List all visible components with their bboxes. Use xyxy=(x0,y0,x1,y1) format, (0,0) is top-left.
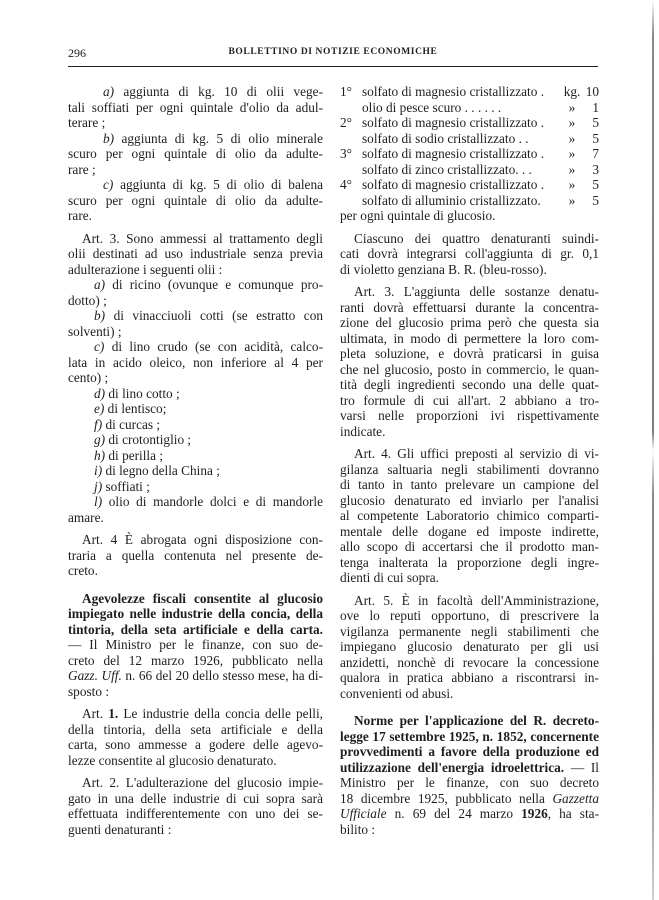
paragraph xyxy=(68,494,323,525)
text-line: di violetto genziana B. R. (bleu-rosso). xyxy=(340,261,547,277)
text-line: effettuata indifferentemente con uno dei se- xyxy=(68,806,323,821)
text-span: j) xyxy=(94,478,103,494)
text-line: di tanto in tanto prelevare un campione del xyxy=(340,477,599,492)
text-line: Art. 3. Sono ammessi al trattamento degli xyxy=(82,230,323,246)
text-line: convenienti od abusi. xyxy=(340,685,454,701)
formula-number: 3° xyxy=(340,146,352,161)
paragraph xyxy=(340,208,599,224)
text-line xyxy=(68,84,323,100)
text-line: lata in acido oleico, non inferiore al 4 per xyxy=(68,354,323,370)
table-row xyxy=(340,193,599,209)
quantity: 5 xyxy=(592,115,599,130)
scan-edge xyxy=(652,0,654,900)
paragraph xyxy=(340,713,599,837)
text-span: soffiati ; xyxy=(102,478,150,494)
text-line: varsi nelle proporzioni ivi rispettivamente xyxy=(340,408,599,423)
text-line: gilanza saltuaria negli stabilimenti dovranno xyxy=(340,461,599,477)
formula-number xyxy=(340,131,362,147)
text-line: scuro per ogni quintale di olio da adulte- xyxy=(68,146,323,161)
text-span: g) xyxy=(94,432,106,447)
text-line xyxy=(68,131,323,147)
paragraph xyxy=(68,591,323,700)
text-line: adulterazione i seguenti olii : xyxy=(68,261,223,277)
text-span: n. 66 del 20 dello stesso mese, ha di- xyxy=(121,668,323,683)
text-line: carta, sono ammesse a godere delle agevo- xyxy=(68,737,323,752)
text-span: di lino cotto ; xyxy=(105,385,180,401)
text-span: di vinacciuoli cotti (se estratto con xyxy=(105,308,323,323)
text-line xyxy=(68,494,323,510)
formula-number: 4° xyxy=(340,177,352,192)
text-span: di perilla ; xyxy=(105,447,164,463)
table-row xyxy=(340,100,599,116)
running-title: BOLLETTINO DI NOTIZIE ECONOMICHE xyxy=(228,47,438,57)
text-line xyxy=(340,806,599,822)
text-line: della tintoria, della seta artificiale e della xyxy=(68,721,323,737)
text-line: ove lo reputi opportuno, di prescrivere la xyxy=(340,608,599,623)
text-line xyxy=(68,386,323,402)
text-span: a) xyxy=(94,277,106,292)
text-span: di lentisco; xyxy=(104,401,167,416)
paragraph xyxy=(68,339,323,386)
text-line xyxy=(68,417,323,433)
quantity: 10 xyxy=(585,84,599,99)
text-span: b) xyxy=(94,308,106,323)
paragraph xyxy=(68,432,323,448)
unit: » xyxy=(568,115,576,130)
quantity: 3 xyxy=(592,161,599,177)
text-span: i) xyxy=(94,463,103,478)
text-span: provvedimenti a favore della produzione ed xyxy=(340,744,599,759)
text-line: tità degli ingredienti secondo una delle quat- xyxy=(340,377,599,392)
quantity: 7 xyxy=(592,146,599,161)
table-row xyxy=(340,115,599,131)
paragraph xyxy=(68,448,323,464)
text-line: terare ; xyxy=(68,115,106,130)
text-line xyxy=(68,706,323,722)
text-line: ultimata, in modo di permettere la loro com- xyxy=(340,330,599,346)
text-span: h) xyxy=(94,447,106,463)
quantity: 5 xyxy=(592,192,599,208)
text-line: indicate. xyxy=(340,423,386,439)
paragraph xyxy=(68,775,323,837)
ingredient-name: solfato di magnesio cristallizzato . xyxy=(362,146,545,161)
text-line xyxy=(340,791,599,807)
text-line: olii destinati ad uso industriale senza previa xyxy=(68,246,323,261)
text-line: sposto : xyxy=(68,683,110,699)
text-span: olio di mandorle dolci e di mandorle xyxy=(102,494,323,509)
text-line: solventi) ; xyxy=(68,323,122,339)
text-line: gato in una delle industrie di cui sopra sarà xyxy=(68,790,323,806)
text-span: di legno della China ; xyxy=(102,463,220,478)
text-line xyxy=(68,401,323,417)
header-rule xyxy=(68,66,598,67)
text-line: scuro per ogni quintale di olio da adulte- xyxy=(68,192,323,208)
text-span: di curcas ; xyxy=(102,416,161,432)
quantity: 1 xyxy=(592,99,599,115)
quantity: 5 xyxy=(592,130,599,146)
formula-number xyxy=(340,162,362,178)
text-line xyxy=(68,308,323,324)
text-span: c) xyxy=(103,177,114,192)
ingredient-name: solfato di magnesio cristallizzato . xyxy=(362,84,545,99)
text-span: aggiunta di kg. 5 di olio di balena xyxy=(113,177,323,192)
text-line: tali soffiati per ogni quintale d'olio da adul- xyxy=(68,99,323,115)
text-line: pleta soluzione, e dovrà praticarsi in guisa xyxy=(340,346,599,361)
paragraph xyxy=(68,417,323,433)
text-span: Ufficiale xyxy=(340,806,387,821)
unit: » xyxy=(568,146,576,161)
text-line: Ministro per le finanze, con suo decreto xyxy=(340,775,599,790)
text-span: Agevolezze fiscali consentite al glucosio xyxy=(82,590,323,606)
text-line: cati dovrà integrarsi coll'aggiunta di gr. 0,1 xyxy=(340,246,599,261)
paragraph xyxy=(68,84,323,131)
paragraph xyxy=(68,131,323,178)
left-column xyxy=(68,84,323,837)
paragraph xyxy=(68,479,323,495)
text-line: impiegano glucosio denaturato per gli usi xyxy=(340,639,599,654)
text-span: , ha sta- xyxy=(547,806,599,821)
text-line xyxy=(68,448,323,464)
text-span: utilizzazione dell'energia idroelettrica. xyxy=(340,759,565,775)
text-line: tenga inalterata la proporzione degli ingre- xyxy=(340,554,599,570)
table-row xyxy=(340,177,599,193)
paragraph xyxy=(68,532,323,579)
text-span: l) xyxy=(94,494,103,509)
text-line: al competente Laboratorio chimico comparti- xyxy=(340,508,599,523)
text-line: creto del 12 marzo 1926, pubblicato nella xyxy=(68,652,323,668)
text-line xyxy=(68,606,323,622)
text-line xyxy=(68,177,323,193)
paragraph xyxy=(340,231,599,278)
table-row xyxy=(340,84,599,100)
text-line xyxy=(68,463,323,479)
ingredient-name: solfato di zinco cristallizzato. . . xyxy=(362,161,532,177)
unit: » xyxy=(568,130,576,146)
text-span: Le industrie della concia delle pelli, xyxy=(118,706,323,721)
text-span: Norme per l'applicazione del R. decreto- xyxy=(354,713,599,728)
formula-number xyxy=(340,193,362,209)
text-line: Art. 5. È in facoltà dell'Amministrazione, xyxy=(354,592,599,608)
page-number: 296 xyxy=(68,46,86,60)
formula-number: 1° xyxy=(340,84,352,99)
text-line: anzidetti, nonchè di revocare la concessione xyxy=(340,654,599,670)
paragraph xyxy=(68,231,323,278)
formula-number: 2° xyxy=(340,115,352,130)
text-span: di crotontiglio ; xyxy=(105,432,192,447)
table-row xyxy=(340,146,599,162)
text-line xyxy=(68,622,323,638)
text-span: d) xyxy=(94,385,106,401)
paragraph xyxy=(68,386,323,402)
table-row xyxy=(340,131,599,147)
text-span: impiegato nelle industrie della concia, della xyxy=(68,606,323,621)
text-span: aggiunta di kg. 5 di olio minerale xyxy=(114,130,323,146)
table-row xyxy=(340,162,599,178)
unit: » xyxy=(568,161,576,177)
text-line: Ciascuno dei quattro denaturanti suindi- xyxy=(354,230,599,246)
text-line xyxy=(68,479,323,495)
text-span: e) xyxy=(94,401,105,416)
text-line: — Il Ministro per le finanze, con suo de- xyxy=(68,637,323,652)
text-line: dienti di cui sopra. xyxy=(340,570,439,585)
text-span: n. 69 del 24 marzo xyxy=(386,806,522,821)
ingredient-name: solfato di sodio cristallizzato . . xyxy=(362,130,529,146)
paragraph xyxy=(68,277,323,308)
unit: » xyxy=(568,177,576,192)
unit: » xyxy=(568,99,576,115)
formula-number xyxy=(340,100,362,116)
text-span: di ricino (ovunque e comunque pro- xyxy=(105,277,323,292)
text-line: guenti denaturanti : xyxy=(68,821,172,837)
text-line: Art. 4 È abrogata ogni disposizione con- xyxy=(82,532,323,547)
paragraph xyxy=(340,284,599,439)
unit: » xyxy=(568,192,576,208)
text-line xyxy=(340,729,599,745)
text-line: creto. xyxy=(68,563,98,578)
text-span: b) xyxy=(103,130,115,146)
text-line: Art. 2. L'adulterazione del glucosio impie- xyxy=(82,775,323,790)
text-line xyxy=(68,339,323,355)
text-line: mentale delle dogane ed imposte indirette, xyxy=(340,523,599,539)
text-line xyxy=(340,744,599,760)
paragraph xyxy=(68,308,323,339)
paragraph xyxy=(68,401,323,417)
text-line: allo scopo di accertarsi che il prodotto man- xyxy=(340,539,599,554)
right-column xyxy=(340,84,599,837)
unit: kg. xyxy=(563,84,581,99)
paragraph xyxy=(68,463,323,479)
text-span: di lino crudo (se con acidità, calco- xyxy=(104,339,323,354)
right-paragraphs xyxy=(340,208,599,837)
text-span: 1. xyxy=(108,706,119,721)
text-span: 1926 xyxy=(521,806,548,821)
text-line xyxy=(340,760,599,776)
ingredient-name: solfato di magnesio cristallizzato . xyxy=(362,115,545,130)
text-line: Art. 4. Gli uffici preposti al servizio di vi- xyxy=(354,446,599,461)
text-line: bilito : xyxy=(340,821,376,837)
paragraph xyxy=(68,706,323,768)
paragraph xyxy=(68,177,323,224)
text-line: traria a quella contenuta nel presente de- xyxy=(68,547,323,563)
text-line: cento) ; xyxy=(68,370,109,385)
text-span: legge 17 settembre 1925, n. 1852, concernente xyxy=(340,728,599,744)
text-line: zione del glucosio prima però che questa sia xyxy=(340,315,599,330)
text-line xyxy=(68,668,323,684)
denaturant-table xyxy=(340,84,599,208)
text-line: vigilanza permanente negli stabilimenti che xyxy=(340,623,599,639)
text-line: lezze consentite al glucosio denaturato. xyxy=(68,752,277,768)
text-line xyxy=(68,432,323,448)
text-span: Art. xyxy=(82,706,109,721)
text-line: che nel glucosio, posto in commercio, le quan- xyxy=(340,361,599,377)
text-line xyxy=(340,713,599,729)
text-line: Art. 3. L'aggiunta delle sostanze denatu- xyxy=(354,284,599,299)
text-line: rare. xyxy=(68,208,92,223)
ingredient-name: solfato di magnesio cristallizzato . xyxy=(362,177,545,192)
paragraph xyxy=(340,446,599,586)
text-line: tro formule di cui all'art. 2 abbiano a tro- xyxy=(340,392,599,408)
text-span: — Il xyxy=(564,759,599,775)
text-line: qualora in pratica abbiano a riscontrarsi in- xyxy=(340,670,599,685)
text-line xyxy=(68,591,323,607)
text-line: per ogni quintale di glucosio. xyxy=(340,208,496,223)
text-line: ranti dovrà effettuarsi durante la concentra- xyxy=(340,299,599,315)
text-span: Gazzetta xyxy=(552,790,599,806)
paragraph xyxy=(340,593,599,702)
text-line xyxy=(68,277,323,293)
text-span: aggiunta di kg. 10 di olii vege- xyxy=(114,84,323,99)
text-span: tintoria, della seta artificiale e della carta. xyxy=(68,621,323,637)
text-span: f) xyxy=(94,416,103,432)
text-span: a) xyxy=(103,84,115,99)
quantity: 5 xyxy=(592,177,599,192)
text-line: dotto) ; xyxy=(68,292,107,308)
text-span: c) xyxy=(94,339,105,354)
text-span: 18 dicembre 1925, pubblicato nella xyxy=(340,790,553,806)
ingredient-name: solfato di alluminio cristallizzato. xyxy=(362,192,541,208)
text-line: rare ; xyxy=(68,161,96,177)
ingredient-name: olio di pesce scuro . . . . . . xyxy=(362,99,502,115)
text-line: amare. xyxy=(68,509,104,525)
text-span: Gazz. Uff. xyxy=(68,668,122,683)
text-line: glucosio denaturato ed inviarlo per l'analisi xyxy=(340,492,599,508)
